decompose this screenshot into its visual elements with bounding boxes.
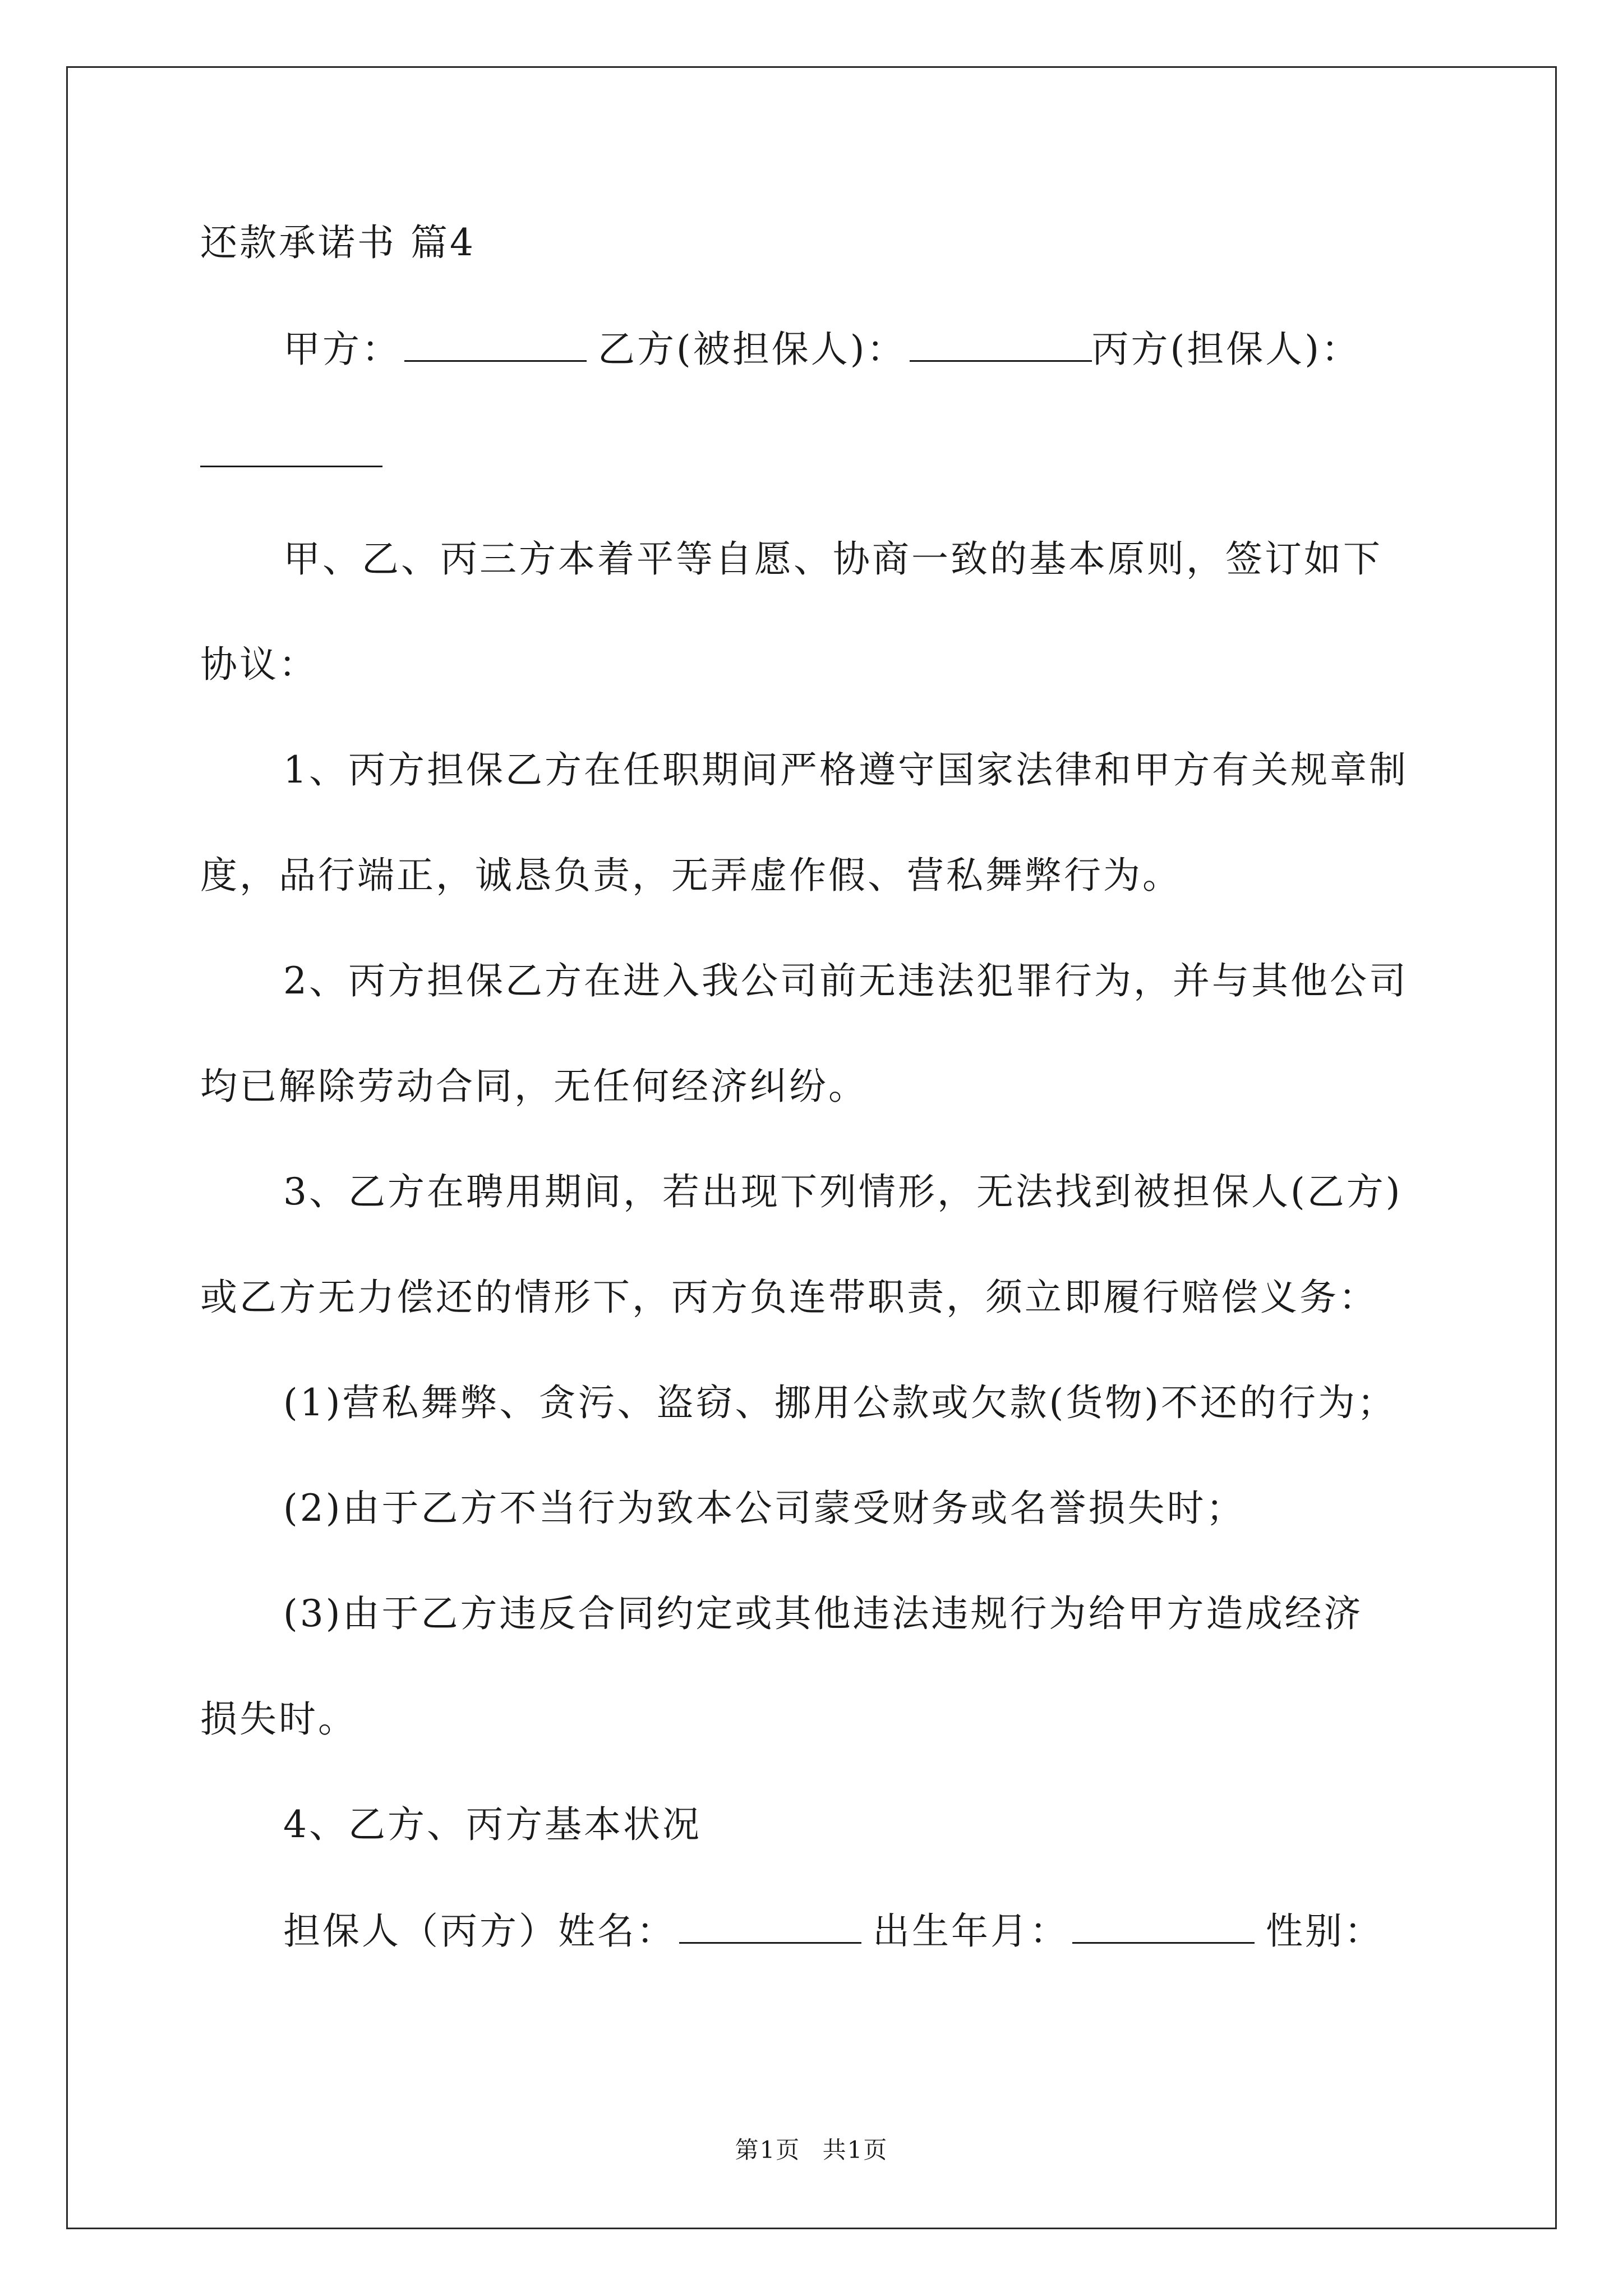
clause-2-line-1: 2、丙方担保乙方在进入我公司前无违法犯罪行为，并与其他公司 bbox=[283, 959, 1408, 1002]
document-body bbox=[200, 221, 1440, 2017]
clause-1-line-1: 1、丙方担保乙方在任职期间严格遵守国家法律和甲方有关规章制 bbox=[283, 748, 1408, 792]
party-a-blank bbox=[404, 330, 587, 362]
guarantor-gender-label: 性别： bbox=[1266, 1910, 1384, 1953]
item-1: (1)营私舞弊、贪污、盗窃、挪用公款或欠款(货物)不还的行为； bbox=[283, 1381, 1396, 1424]
guarantor-name-blank bbox=[679, 1912, 861, 1944]
intro-line-2: 协议： bbox=[200, 643, 318, 686]
party-c-blank-line bbox=[200, 435, 1440, 472]
guarantor-name-label: 担保人（丙方）姓名： bbox=[283, 1910, 676, 1953]
page-number: 第1页 bbox=[735, 2136, 801, 2164]
clause-1-line-2: 度，品行端正，诚恳负责，无弄虚作假、营私舞弊行为。 bbox=[200, 854, 1182, 897]
page-footer bbox=[0, 2132, 1623, 2165]
party-b-blank bbox=[910, 330, 1092, 362]
party-c-label: 丙方(担保人)： bbox=[1091, 328, 1361, 371]
party-b-label: 乙方(被担保人)： bbox=[598, 328, 906, 371]
party-a-label: 甲方： bbox=[283, 328, 401, 371]
guarantor-line bbox=[200, 1910, 1440, 1953]
item-3-line-1: (3)由于乙方违反合同约定或其他违法违规行为给甲方造成经济 bbox=[283, 1592, 1363, 1635]
clause-2-line-2: 均已解除劳动合同，无任何经济纠纷。 bbox=[200, 1065, 868, 1108]
clause-4: 4、乙方、丙方基本状况 bbox=[283, 1803, 702, 1846]
clause-3-line-1: 3、乙方在聘用期间，若出现下列情形，无法找到被担保人(乙方) bbox=[283, 1170, 1403, 1213]
party-c-blank bbox=[200, 435, 382, 467]
item-2: (2)由于乙方不当行为致本公司蒙受财务或名誉损失时； bbox=[283, 1487, 1246, 1530]
page-total: 共1页 bbox=[822, 2136, 888, 2164]
clause-3-line-2: 或乙方无力偿还的情形下，丙方负连带职责，须立即履行赔偿义务： bbox=[200, 1276, 1378, 1319]
document-title: 还款承诺书 篇4 bbox=[200, 221, 476, 264]
intro-line-1: 甲、乙、丙三方本着平等自愿、协商一致的基本原则，签订如下 bbox=[283, 537, 1382, 581]
guarantor-birth-label: 出生年月： bbox=[873, 1910, 1069, 1953]
parties-line bbox=[200, 328, 1440, 371]
item-3-line-2: 损失时。 bbox=[200, 1697, 357, 1741]
guarantor-birth-blank bbox=[1072, 1912, 1255, 1944]
